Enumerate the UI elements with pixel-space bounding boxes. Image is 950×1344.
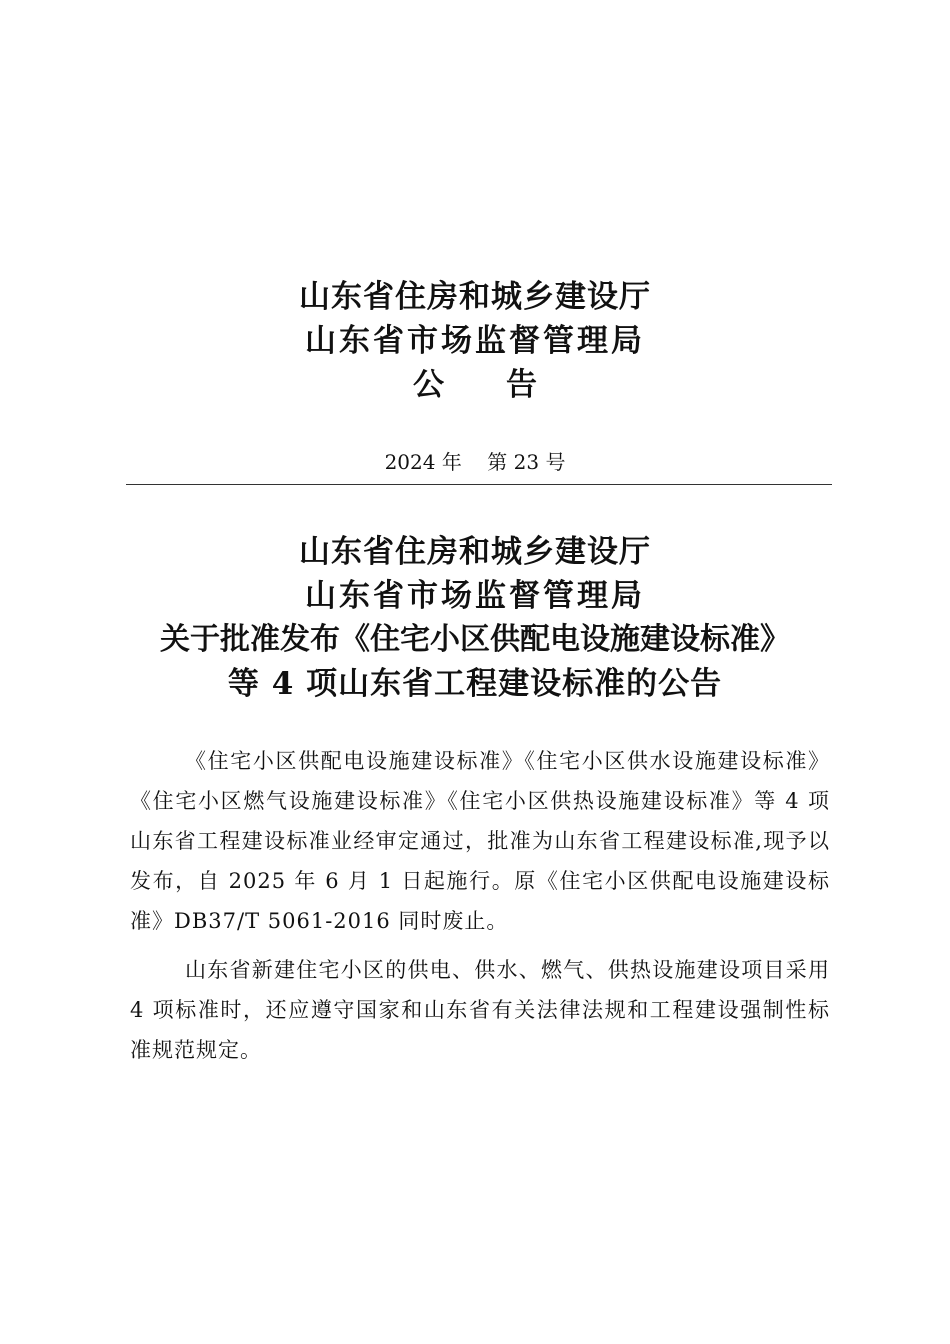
- doc-number-prefix: 第: [487, 450, 508, 474]
- doc-number-suffix: 号: [545, 450, 566, 474]
- document-title: [0, 530, 950, 706]
- doc-number-year-unit: 年: [441, 450, 462, 474]
- title-line-1: 山东省住房和城乡建设厅: [299, 534, 651, 570]
- title-line-3: 关于批准发布《住宅小区供配电设施建设标准》: [160, 622, 790, 657]
- body-paragraph-1: 《住宅小区供配电设施建设标准》《住宅小区供水设施建设标准》《住宅小区燃气设施建设标准》《住宅小区供热设施建设标准》等 4 项山东省工程建设标准业经审定通过，批准为山东省工程建设标准,现予以发布，自 2025 年 6 月 1 日起施行。原《住宅小区供配电设施建设标准》DB37/T 5061-2016 同时废止。: [130, 749, 830, 933]
- doc-number-value: 23: [513, 450, 540, 474]
- header-divider: [126, 484, 832, 485]
- document-kind: 公告: [413, 367, 599, 403]
- document-body: [130, 741, 830, 1079]
- issuer-name-housing-department: 山东省住房和城乡建设厅: [299, 279, 651, 315]
- doc-number-year: 2024: [384, 450, 436, 474]
- title-line-2: 山东省市场监督管理局: [305, 578, 645, 614]
- document-number: [0, 447, 950, 477]
- issuer-name-market-regulation: 山东省市场监督管理局: [305, 323, 645, 359]
- body-paragraph-2: 山东省新建住宅小区的供电、供水、燃气、供热设施建设项目采用 4 项标准时，还应遵守国家和山东省有关法律法规和工程建设强制性标准规范规定。: [130, 958, 830, 1062]
- title-line-4: 等 4 项山东省工程建设标准的公告: [227, 666, 723, 702]
- issuer-header: [0, 275, 950, 407]
